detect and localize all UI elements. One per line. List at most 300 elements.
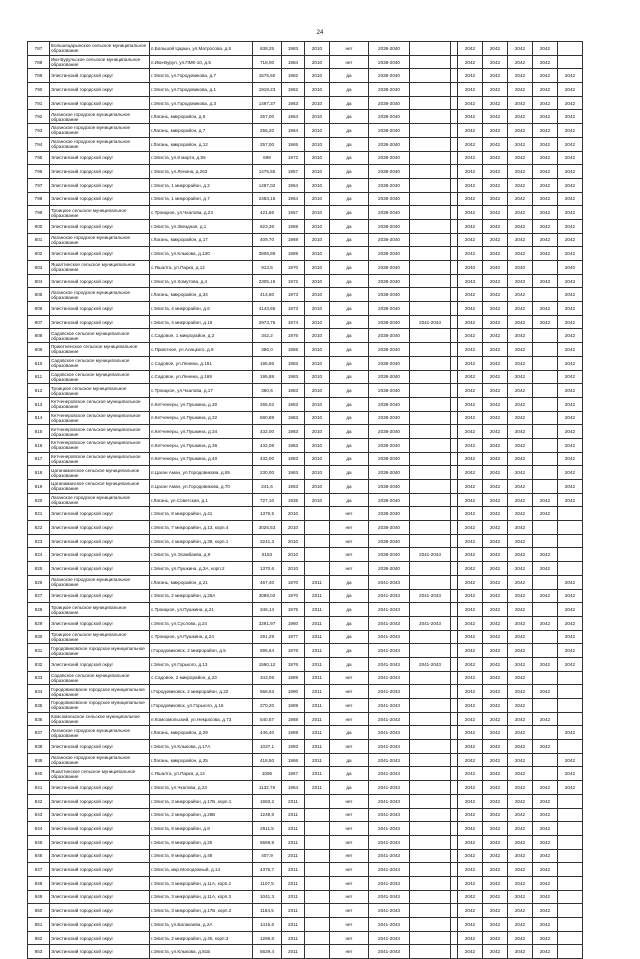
- municipality-cell: Садовское сельское муниципальное образование: [50, 370, 150, 384]
- second-period-cell: [410, 575, 451, 589]
- second-period-cell: [410, 534, 451, 548]
- second-period-cell: [410, 876, 451, 890]
- work-year-cell: 2042: [508, 165, 533, 179]
- repair-period-cell: 2038-2040: [369, 137, 410, 151]
- work-year-cell: 2042: [508, 630, 533, 644]
- work-year-cell: 2042: [483, 726, 508, 740]
- repair-flag-cell: да: [330, 480, 369, 494]
- area-cell: 4376,7: [253, 863, 282, 877]
- address-cell: п.Кетченеры, ул.Пушкина, д.30: [150, 397, 253, 411]
- work-year-cell: 2042: [483, 466, 508, 480]
- survey-year-cell: 2011: [305, 657, 330, 671]
- area-cell: 1132,76: [253, 781, 282, 795]
- second-period-cell: [410, 274, 451, 288]
- work-year-cell: 2042: [483, 562, 508, 576]
- work-year-cell: [558, 849, 583, 863]
- work-year-cell: [558, 685, 583, 699]
- year-built-cell: 2011: [282, 849, 305, 863]
- row-number-cell: 827: [28, 589, 50, 603]
- row-number-cell: 850: [28, 904, 50, 918]
- row-number-cell: 845: [28, 835, 50, 849]
- survey-year-cell: 2010: [305, 480, 330, 494]
- second-period-cell: [410, 69, 451, 83]
- table-row: [28, 835, 583, 849]
- work-year-cell: 2042: [558, 69, 583, 83]
- work-year-cell: 2040: [483, 261, 508, 275]
- municipality-cell: Элистинский городской округ: [50, 808, 150, 822]
- area-cell: 414,80: [253, 288, 282, 302]
- area-cell: 1590,12: [253, 657, 282, 671]
- spacer-cell: [451, 438, 458, 452]
- repair-flag-cell: да: [330, 452, 369, 466]
- spacer-cell: [451, 753, 458, 767]
- municipality-cell: Элистинский городской округ: [50, 521, 150, 535]
- work-year-cell: 2043: [483, 274, 508, 288]
- area-cell: 386,0: [253, 343, 282, 357]
- year-built-cell: 1964: [282, 124, 305, 138]
- work-year-cell: 2042: [558, 151, 583, 165]
- work-year-cell: [558, 794, 583, 808]
- address-cell: г.Элиста, ул.Клыкова, д.17А: [150, 740, 253, 754]
- spacer-cell: [451, 657, 458, 671]
- work-year-cell: 2042: [458, 69, 483, 83]
- work-year-cell: 2042: [558, 165, 583, 179]
- municipality-cell: Комсомольское сельское муниципальное образование: [50, 712, 150, 726]
- work-year-cell: 2042: [533, 507, 558, 521]
- table-body: [28, 42, 583, 959]
- repair-period-cell: 2041-2043: [369, 945, 410, 959]
- repair-period-cell: 2038-2040: [369, 165, 410, 179]
- survey-year-cell: [305, 822, 330, 836]
- repair-flag-cell: нет: [330, 534, 369, 548]
- work-year-cell: 2042: [508, 83, 533, 97]
- work-year-cell: [558, 507, 583, 521]
- spacer-cell: [451, 137, 458, 151]
- repair-flag-cell: нет: [330, 562, 369, 576]
- spacer-cell: [451, 890, 458, 904]
- repair-flag-cell: нет: [330, 685, 369, 699]
- municipality-cell: Элистинский городской округ: [50, 534, 150, 548]
- address-cell: г.Элиста, 2 микрорайон, д.28Б: [150, 808, 253, 822]
- repair-flag-cell: да: [330, 206, 369, 220]
- work-year-cell: 2043: [458, 274, 483, 288]
- address-cell: г.Элиста, ул.Городовикова, д.3: [150, 96, 253, 110]
- municipality-cell: Лаганское городское муниципальное образование: [50, 137, 150, 151]
- area-cell: 291,29: [253, 630, 282, 644]
- area-cell: 195,86: [253, 356, 282, 370]
- work-year-cell: 2042: [483, 384, 508, 398]
- second-period-cell: [410, 288, 451, 302]
- survey-year-cell: 2010: [305, 329, 330, 343]
- work-year-cell: 2042: [483, 452, 508, 466]
- repair-flag-cell: да: [330, 192, 369, 206]
- spacer-cell: [451, 507, 458, 521]
- area-cell: 418,50: [253, 753, 282, 767]
- survey-year-cell: [305, 835, 330, 849]
- spacer-cell: [451, 397, 458, 411]
- address-cell: г.Лагань, микрорайон, д.17: [150, 233, 253, 247]
- second-period-cell: [410, 96, 451, 110]
- address-cell: п.Кетченеры, ул.Пушкина, д.36: [150, 438, 253, 452]
- table-row: [28, 931, 583, 945]
- row-number-cell: 793: [28, 124, 50, 138]
- work-year-cell: 2042: [483, 178, 508, 192]
- row-number-cell: 800: [28, 219, 50, 233]
- work-year-cell: 2042: [458, 452, 483, 466]
- year-built-cell: 1972: [282, 151, 305, 165]
- year-built-cell: 2011: [282, 876, 305, 890]
- work-year-cell: 2042: [508, 575, 533, 589]
- work-year-cell: 2042: [458, 384, 483, 398]
- area-cell: 342,2: [253, 329, 282, 343]
- repair-period-cell: 2038-2040: [369, 493, 410, 507]
- row-number-cell: 804: [28, 274, 50, 288]
- repair-flag-cell: нет: [330, 42, 369, 56]
- repair-flag-cell: нет: [330, 890, 369, 904]
- row-number-cell: 790: [28, 83, 50, 97]
- survey-year-cell: 2010: [305, 83, 330, 97]
- second-period-cell: [410, 945, 451, 959]
- area-cell: 3026,53: [253, 521, 282, 535]
- address-cell: с.Троицкое, ул.Чкалова, д.23: [150, 206, 253, 220]
- second-period-cell: [410, 918, 451, 932]
- year-built-cell: 1969: [282, 247, 305, 261]
- spacer-cell: [451, 685, 458, 699]
- municipality-cell: Элистинский городской округ: [50, 740, 150, 754]
- work-year-cell: 2042: [458, 931, 483, 945]
- work-year-cell: 2042: [483, 671, 508, 685]
- second-period-cell: [410, 753, 451, 767]
- year-built-cell: 1962: [282, 83, 305, 97]
- table-row: [28, 192, 583, 206]
- second-period-cell: [410, 110, 451, 124]
- area-cell: 1184,5: [253, 904, 282, 918]
- table-row: [28, 945, 583, 959]
- work-year-cell: [533, 699, 558, 713]
- work-year-cell: 2042: [483, 685, 508, 699]
- work-year-cell: 2042: [458, 644, 483, 658]
- address-cell: п.Комсомольский, ул.Некрасова, д.73: [150, 712, 253, 726]
- work-year-cell: [533, 630, 558, 644]
- table-row: [28, 302, 583, 316]
- year-built-cell: 1976: [282, 644, 305, 658]
- work-year-cell: 2042: [533, 83, 558, 97]
- work-year-cell: 2042: [508, 521, 533, 535]
- work-year-cell: [533, 644, 558, 658]
- second-period-cell: [410, 302, 451, 316]
- address-cell: г.Элиста, ул.Суслова, д.24: [150, 616, 253, 630]
- area-cell: 1107,5: [253, 876, 282, 890]
- survey-year-cell: 2011: [305, 781, 330, 795]
- row-number-cell: 809: [28, 343, 50, 357]
- year-built-cell: 2011: [282, 890, 305, 904]
- year-built-cell: 1983: [282, 397, 305, 411]
- work-year-cell: 2042: [533, 822, 558, 836]
- address-cell: с.Яшалта, ул.Парка, д.14: [150, 767, 253, 781]
- work-year-cell: 2042: [508, 863, 533, 877]
- area-cell: 1370,6: [253, 562, 282, 576]
- second-period-cell: [410, 712, 451, 726]
- work-year-cell: 2042: [558, 438, 583, 452]
- year-built-cell: 1957: [282, 165, 305, 179]
- work-year-cell: 2042: [458, 425, 483, 439]
- address-cell: г.Элиста, 7 микрорайон, д.13, корп.4: [150, 521, 253, 535]
- municipality-cell: Цаганаманское сельское муниципальное образование: [50, 480, 150, 494]
- repair-period-cell: 2038-2040: [369, 466, 410, 480]
- area-cell: 445,40: [253, 726, 282, 740]
- work-year-cell: 2042: [458, 493, 483, 507]
- work-year-cell: [533, 534, 558, 548]
- second-period-cell: [410, 562, 451, 576]
- survey-year-cell: [305, 534, 330, 548]
- survey-year-cell: [305, 521, 330, 535]
- survey-year-cell: 2010: [305, 452, 330, 466]
- area-cell: 568,63: [253, 685, 282, 699]
- survey-year-cell: 2010: [305, 178, 330, 192]
- work-year-cell: [533, 521, 558, 535]
- second-period-cell: [410, 411, 451, 425]
- repair-flag-cell: нет: [330, 849, 369, 863]
- work-year-cell: 2042: [483, 616, 508, 630]
- table-row: [28, 466, 583, 480]
- survey-year-cell: 2010: [305, 96, 330, 110]
- row-number-cell: 832: [28, 657, 50, 671]
- address-cell: п.Цаган Аман, ул.Городовикова, д.65: [150, 466, 253, 480]
- spacer-cell: [451, 343, 458, 357]
- municipality-cell: Элистинский городской округ: [50, 835, 150, 849]
- municipality-cell: Городовиковское городское муниципальное образование: [50, 685, 150, 699]
- address-cell: г.Элиста, 9 микрорайон, д.46: [150, 849, 253, 863]
- municipality-cell: Элистинский городской округ: [50, 69, 150, 83]
- table-row: [28, 849, 583, 863]
- municipality-cell: Приютненское сельское муниципальное образование: [50, 343, 150, 357]
- repair-period-cell: 2038-2040: [369, 452, 410, 466]
- work-year-cell: 2042: [508, 534, 533, 548]
- address-cell: г.Городовиковск, 2 микрорайон, д.5: [150, 644, 253, 658]
- repair-period-cell: 2038-2040: [369, 83, 410, 97]
- municipality-cell: Элистинский городской округ: [50, 315, 150, 329]
- year-built-cell: 1993: [282, 740, 305, 754]
- row-number-cell: 792: [28, 110, 50, 124]
- work-year-cell: 2042: [458, 233, 483, 247]
- repair-period-cell: 2041-2043: [369, 863, 410, 877]
- work-year-cell: 2042: [533, 178, 558, 192]
- work-year-cell: 2042: [458, 726, 483, 740]
- table-row: [28, 343, 583, 357]
- work-year-cell: 2042: [508, 219, 533, 233]
- work-year-cell: 2042: [458, 534, 483, 548]
- work-year-cell: 2042: [458, 411, 483, 425]
- spacer-cell: [451, 904, 458, 918]
- year-built-cell: 1988: [282, 712, 305, 726]
- area-cell: 2973,76: [253, 315, 282, 329]
- address-cell: п.Кетченеры, ул.Пушкина, д.40: [150, 452, 253, 466]
- second-period-cell: [410, 247, 451, 261]
- address-cell: г.Городовиковск, ул.Горького, д.16: [150, 699, 253, 713]
- work-year-cell: 2042: [458, 630, 483, 644]
- table-row: [28, 712, 583, 726]
- municipality-cell: Элистинский городской округ: [50, 822, 150, 836]
- area-cell: 241,6: [253, 480, 282, 494]
- work-year-cell: 2042: [533, 945, 558, 959]
- repair-period-cell: 2038-2040: [369, 247, 410, 261]
- repair-period-cell: 2038-2040: [369, 219, 410, 233]
- area-cell: 1475,55: [253, 165, 282, 179]
- work-year-cell: 2042: [558, 425, 583, 439]
- survey-year-cell: 2011: [305, 699, 330, 713]
- work-year-cell: 2042: [508, 589, 533, 603]
- table-row: [28, 890, 583, 904]
- work-year-cell: 2042: [558, 616, 583, 630]
- work-year-cell: 2042: [508, 835, 533, 849]
- area-cell: 467,40: [253, 575, 282, 589]
- work-year-cell: 2042: [508, 931, 533, 945]
- work-year-cell: 2042: [458, 110, 483, 124]
- second-period-cell: [410, 493, 451, 507]
- spacer-cell: [451, 918, 458, 932]
- repair-period-cell: 2038-2040: [369, 534, 410, 548]
- repair-flag-cell: нет: [330, 863, 369, 877]
- municipality-cell: Элистинский городской округ: [50, 931, 150, 945]
- spacer-cell: [451, 288, 458, 302]
- repair-period-cell: 2041-2043: [369, 712, 410, 726]
- municipality-cell: Элистинский городской округ: [50, 192, 150, 206]
- address-cell: п.Кетченеры, ул.Пушкина, д.34: [150, 425, 253, 439]
- repair-flag-cell: да: [330, 644, 369, 658]
- work-year-cell: 2042: [508, 644, 533, 658]
- row-number-cell: 821: [28, 507, 50, 521]
- year-built-cell: 1983: [282, 438, 305, 452]
- work-year-cell: 2042: [533, 42, 558, 56]
- work-year-cell: 2042: [458, 466, 483, 480]
- repair-flag-cell: да: [330, 781, 369, 795]
- work-year-cell: 2042: [533, 137, 558, 151]
- table-row: [28, 493, 583, 507]
- survey-year-cell: 2010: [305, 343, 330, 357]
- row-number-cell: 823: [28, 534, 50, 548]
- table-row: [28, 178, 583, 192]
- address-cell: с.Приютное, ул.Алацкого, д.9: [150, 343, 253, 357]
- work-year-cell: 2042: [458, 521, 483, 535]
- work-year-cell: 2042: [558, 83, 583, 97]
- repair-period-cell: 2041-2043: [369, 657, 410, 671]
- row-number-cell: 841: [28, 781, 50, 795]
- repair-flag-cell: да: [330, 356, 369, 370]
- repair-period-cell: 2038-2040: [369, 288, 410, 302]
- work-year-cell: 2042: [508, 411, 533, 425]
- municipality-cell: Лаганское городское муниципальное образование: [50, 493, 150, 507]
- second-period-cell: [410, 124, 451, 138]
- table-row: [28, 822, 583, 836]
- spacer-cell: [451, 192, 458, 206]
- area-cell: 1376,5: [253, 507, 282, 521]
- work-year-cell: 2042: [458, 699, 483, 713]
- year-built-cell: 2011: [282, 918, 305, 932]
- survey-year-cell: 2010: [305, 247, 330, 261]
- work-year-cell: 2042: [458, 83, 483, 97]
- row-number-cell: 814: [28, 411, 50, 425]
- repair-flag-cell: да: [330, 493, 369, 507]
- repair-period-cell: 2038-2040: [369, 274, 410, 288]
- year-built-cell: 1963: [282, 466, 305, 480]
- repair-flag-cell: да: [330, 274, 369, 288]
- work-year-cell: [533, 425, 558, 439]
- spacer-cell: [451, 822, 458, 836]
- work-year-cell: 2042: [508, 233, 533, 247]
- table-row: [28, 603, 583, 617]
- spacer-cell: [451, 740, 458, 754]
- work-year-cell: 2042: [483, 206, 508, 220]
- second-period-cell: [410, 356, 451, 370]
- table-row: [28, 438, 583, 452]
- repair-period-cell: 2038-2040: [369, 507, 410, 521]
- row-number-cell: 815: [28, 425, 50, 439]
- repair-period-cell: 2041-2043: [369, 876, 410, 890]
- address-cell: г.Элиста, 9 микрорайон, д.25: [150, 835, 253, 849]
- address-cell: г.Лагань, микрорайон, д.7: [150, 124, 253, 138]
- work-year-cell: 2042: [533, 890, 558, 904]
- row-number-cell: 798: [28, 192, 50, 206]
- work-year-cell: 2042: [558, 575, 583, 589]
- address-cell: г.Лагань, ул.Советская, д.1: [150, 493, 253, 507]
- repair-flag-cell: да: [330, 603, 369, 617]
- address-cell: г.Лагань, микрорайон, д.29: [150, 726, 253, 740]
- work-year-cell: 2042: [508, 699, 533, 713]
- repair-flag-cell: да: [330, 165, 369, 179]
- row-number-cell: 787: [28, 42, 50, 56]
- survey-year-cell: [305, 507, 330, 521]
- row-number-cell: 820: [28, 493, 50, 507]
- work-year-cell: [533, 288, 558, 302]
- work-year-cell: 2040: [508, 261, 533, 275]
- spacer-cell: [451, 562, 458, 576]
- repair-period-cell: 2038-2040: [369, 206, 410, 220]
- address-cell: г.Элиста, ул.Чкалова, д.23: [150, 781, 253, 795]
- survey-year-cell: 2010: [305, 206, 330, 220]
- row-number-cell: 843: [28, 808, 50, 822]
- area-cell: 6153: [253, 548, 282, 562]
- survey-year-cell: 2010: [305, 302, 330, 316]
- row-number-cell: 803: [28, 261, 50, 275]
- table-row: [28, 589, 583, 603]
- area-cell: 913,5: [253, 261, 282, 275]
- work-year-cell: 2042: [558, 343, 583, 357]
- repair-flag-cell: да: [330, 411, 369, 425]
- municipality-cell: Элистинский городской округ: [50, 849, 150, 863]
- area-cell: 195,88: [253, 370, 282, 384]
- area-cell: 409,70: [253, 233, 282, 247]
- second-period-cell: [410, 343, 451, 357]
- repair-flag-cell: да: [330, 124, 369, 138]
- work-year-cell: 2042: [508, 726, 533, 740]
- survey-year-cell: 2010: [305, 411, 330, 425]
- year-built-cell: 1967: [282, 206, 305, 220]
- municipality-cell: Элистинский городской округ: [50, 178, 150, 192]
- work-year-cell: 2042: [533, 302, 558, 316]
- spacer-cell: [451, 124, 458, 138]
- work-year-cell: 2042: [508, 356, 533, 370]
- table-row: [28, 233, 583, 247]
- row-number-cell: 808: [28, 329, 50, 343]
- work-year-cell: 2042: [483, 890, 508, 904]
- area-cell: 3806,89: [253, 247, 282, 261]
- area-cell: 1497,37: [253, 96, 282, 110]
- work-year-cell: 2042: [558, 124, 583, 138]
- repair-flag-cell: да: [330, 247, 369, 261]
- spacer-cell: [451, 83, 458, 97]
- spacer-cell: [451, 356, 458, 370]
- survey-year-cell: 2011: [305, 630, 330, 644]
